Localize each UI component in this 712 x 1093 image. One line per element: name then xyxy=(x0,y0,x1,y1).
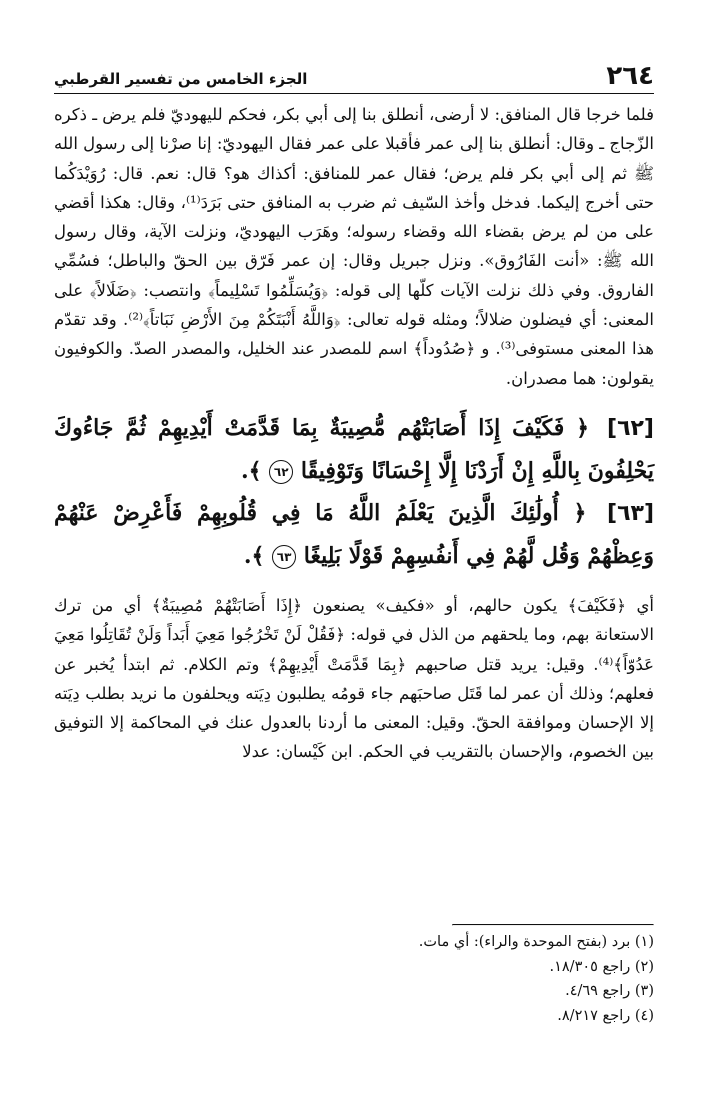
page-header xyxy=(54,60,654,94)
verse-63-text: ﴿ أُولَٰئِكَ الَّذِينَ يَعْلَمُ اللَّهُ مَا فِي قُلُوبِهِمْ فَأَعْرِضْ عَنْهُمْ وَعِظْهُمْ وَقُل لَّهُمْ فِي أَنفُسِهِمْ قَوْلًا بَلِيغًا xyxy=(54,499,654,569)
verse-end-marker-62: ٦٢ xyxy=(269,460,293,484)
footnote-1: (١) برد (بفتح الموحدة والراء): أي مات. xyxy=(418,934,654,950)
main-text xyxy=(54,100,654,767)
verses-block xyxy=(54,407,654,577)
footnote-4: (٤) راجع ٨/٢١٧. xyxy=(557,1007,654,1024)
paragraph-2: أي ﴿فَكَيْفَ﴾ يكون حالهم، أو «فكيف» يصنعون ﴿إِذَا أَصَابَتْهُمْ مُصِيبَةٌ﴾ أي من ترك الاستعانة بهم، وما يلحقهم من الذل في قوله: ﴿فَقُلْ لَنْ تَخْرُجُوا مَعِيَ أَبَداً وَلَنْ تُقَاتِلُوا مَعِيَ عَدُوّاً﴾⁽⁴⁾. وقيل: يريد قتل صاحبهم ﴿بِمَا قَدَّمَتْ أَيْدِيهِمْ﴾ وتم الكلام. ثم ابتدأ يُخبر عن فعلهم؛ وذلك أن عمر لما قَتَل صاحبَهم جاء قومُه يطلبون دِيَته ويحلفون ما نريد بطلب دِيَته إلا الإحسان وموافقة الحقّ. وقيل: المعنى ما أردنا بالعدول عنك في المحاكمة إلا التوفيق بين الخصوم، والإحسان بالتقريب في الحكم. ابن كَيْسان: عدلا xyxy=(54,595,654,762)
verse-62-text: ﴿ فَكَيْفَ إِذَا أَصَابَتْهُم مُّصِيبَةٌ بِمَا قَدَّمَتْ أَيْدِيهِمْ ثُمَّ جَاءُوكَ يَحْلِفُونَ بِاللَّهِ إِنْ أَرَدْنَا إِلَّا إِحْسَانًا وَتَوْفِيقًا xyxy=(54,414,654,484)
verse-63-number: [٦٣] xyxy=(607,500,654,526)
verse-62 xyxy=(54,407,654,492)
footnotes xyxy=(54,930,654,1028)
verse-close-bracket: ﴾. xyxy=(243,542,265,569)
verse-close-bracket: ﴾. xyxy=(241,457,262,484)
verse-end-marker-63: ٦٣ xyxy=(272,545,296,569)
verse-63 xyxy=(54,492,654,577)
footnote-separator xyxy=(452,924,654,926)
page-number: ٢٦٤ xyxy=(606,61,654,91)
footnote-2: (٢) راجع ١٨/٣٠٥. xyxy=(549,958,654,975)
verse-62-number: [٦٢] xyxy=(607,415,654,441)
paragraph-1: فلما خرجا قال المنافق: لا أرضى، أنطلق بنا إلى أبي بكر، فحكم لليهوديّ فلم يرض ـ ذكره الزّجاج ـ وقال: أنطلق بنا إلى عمر فأقبلا على عمر فقال اليهوديّ: إنا صرْنا إلى رسول الله ﷺ ثم إلى أبي بكر فلم يرض؛ فقال عمر للمنافق: أكذاك هو؟ قال: نعم. قال: رُوَيْدَكُما حتى أخرج إليكما. فدخل وأخذ السّيف ثم ضرب به المنافق حتى بَرَدَ⁽¹⁾، وقال: هكذا أقضي على من لم يرض بقضاء الله وقضاء رسوله؛ وهَرَب اليهوديّ، ونزلت الآية، وقال رسول الله ﷺ: «أنت الفَارُوق». ونزل جبريل وقال: إن عمر فَرّق بين الحقّ والباطل؛ فسُمِّي الفاروق. وفي ذلك نزلت الآيات كلّها إلى قوله: ﴿وَيُسَلِّمُوا تَسْلِيماً﴾ وانتصب: ﴿ضَلَالاً﴾ على المعنى: أي فيضلون ضلالاً؛ ومثله قوله تعالى: ﴿وَاللَّهُ أَنْبَتَكُمْ مِنَ الأَرْضِ نَبَاتاً﴾⁽²⁾. وقد تقدّم هذا المعنى مستوفى⁽³⁾. و ﴿صُدُوداً﴾ اسم للمصدر عند الخليل، والمصدر الصدّ. والكوفيون يقولون: هما مصدران. xyxy=(54,105,654,388)
footnote-3: (٣) راجع ٤/٦٩. xyxy=(565,983,654,999)
running-title: الجزء الخامس من تفسير القرطبي xyxy=(54,70,308,88)
